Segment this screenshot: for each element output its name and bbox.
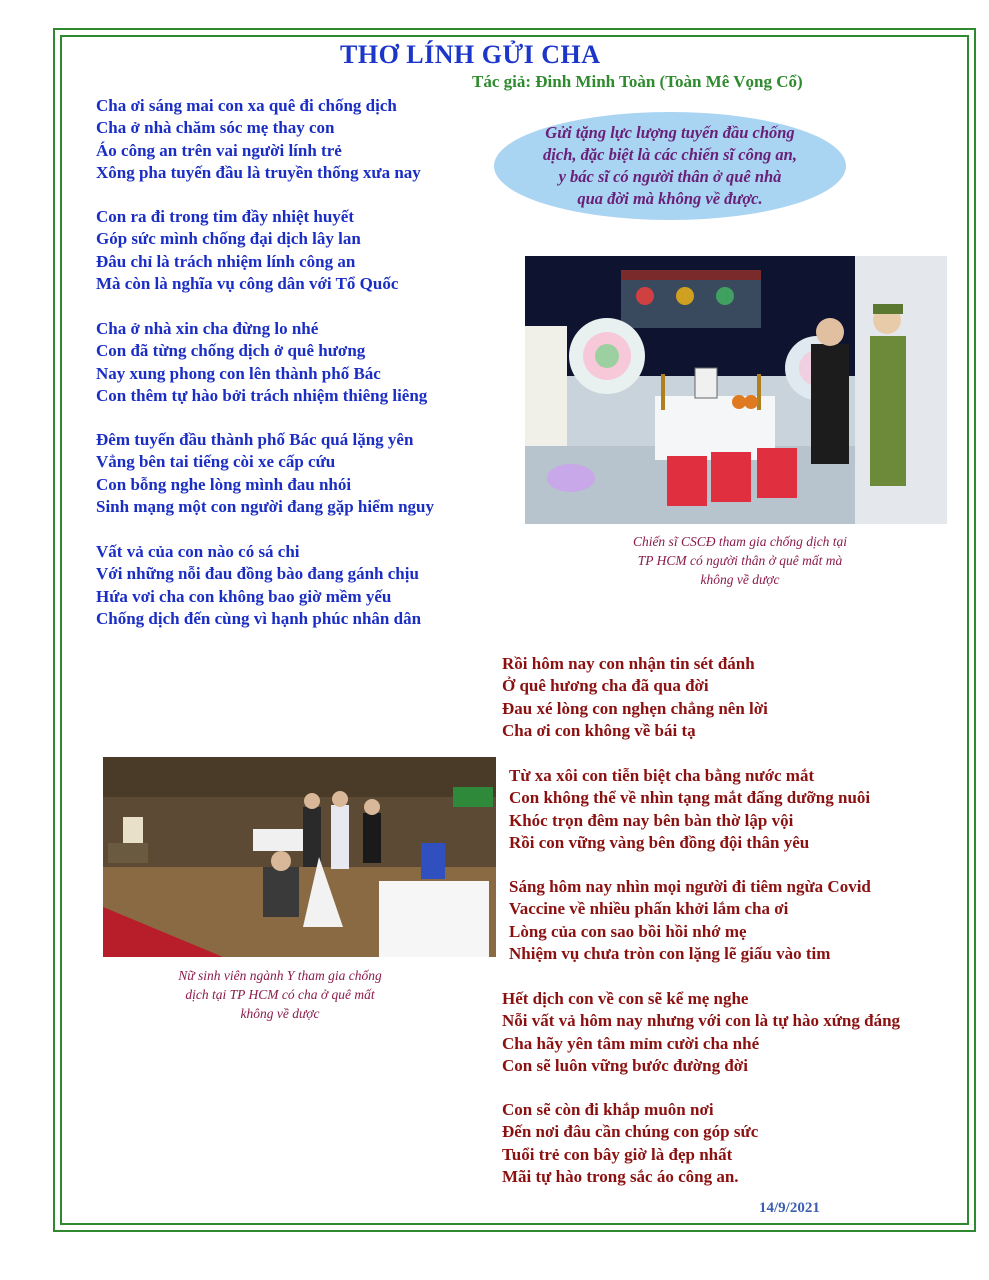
verse-line: Ở quê hương cha đã qua đời [502,676,709,696]
verse-line: Khóc trọn đêm nay bên bàn thờ lập vội [509,810,794,830]
verse-line: Con không thể về nhìn tạng mắt đấng dưỡng nuôi [509,788,871,808]
verse-line: Vẳng bên tai tiếng còi xe cấp cứu [96,452,336,472]
stanza-2 [96,206,398,295]
stanza-4 [96,429,434,518]
memorial-photo-illustration [525,256,947,524]
verse-line: Hết dịch con về con sẽ kể mẹ nghe [502,989,749,1008]
verse-line: Đêm tuyến đầu thành phố Bác quá lặng yên [96,430,414,449]
stanza-3 [96,318,427,407]
verse-line: Nay xung phong con lên thành phố Bác [96,363,381,383]
author-line: Tác giả: Đinh Minh Toàn (Toàn Mê Vọng Cổ) [472,72,803,91]
verse-line: Đâu chỉ là trách nhiệm lính công an [96,251,356,271]
verse-line: Mà còn là nghĩa vụ công dân với Tổ Quốc [96,273,399,293]
memorial-photo [525,256,947,524]
verse-line: Hứa vơi cha con không bao giờ mềm yếu [96,586,392,606]
stanza-5 [96,541,421,630]
verse-line: Lòng của con sao bồi hồi nhớ mẹ [509,921,747,941]
verse-line: Con sẽ còn đi khắp muôn nơi [502,1100,714,1119]
verse-line: Cha ở nhà chăm sóc mẹ thay con [96,118,335,138]
verse-line: Rồi hôm nay con nhận tin sét đánh [502,654,755,673]
verse-line: Mãi tự hào trong sắc áo công an. [502,1166,739,1186]
verse-line: Con ra đi trong tim đầy nhiệt huyết [96,207,355,226]
stanza-6 [502,653,768,742]
verse-line: Nhiệm vụ chưa tròn con lặng lẽ giấu vào tim [509,943,831,963]
verse-line: Góp sức mình chống đại dịch lây lan [96,229,361,249]
stanza-10 [502,1099,758,1188]
stanza-8 [509,876,871,965]
stanza-1 [96,95,421,184]
verse-line: Vaccine về nhiều phấn khởi lắm cha ơi [509,899,789,919]
verse-line: Rồi con vững vàng bên đồng đội thân yêu [509,832,810,852]
verse-line: Chống dịch đến cùng vì hạnh phúc nhân dân [96,608,422,628]
dedication-oval [494,112,846,220]
verse-line: Áo công an trên vai người lính trẻ [96,140,342,160]
verse-line: Tuổi trẻ con bây giờ là đẹp nhất [502,1144,733,1164]
stanza-9 [502,988,900,1077]
dedication-line: dịch, đặc biệt là các chiến sĩ công an, [543,145,797,164]
verse-line: Từ xa xôi con tiễn biệt cha bằng nước mắt [509,766,815,785]
verse-line: Sáng hôm nay nhìn mọi người đi tiêm ngừa Covid [509,877,871,896]
verse-line: Cha ở nhà xin cha đừng lo nhé [96,319,319,338]
mourners-photo [103,757,496,957]
verse-line: Với những nỗi đau đồng bào đang gánh chịu [96,564,419,584]
verse-line: Con thêm tự hào bởi trách nhiệm thiêng liêng [96,385,428,405]
poem-date: 14/9/2021 [759,1200,820,1216]
verse-line: Xông pha tuyến đầu là truyền thống xưa nay [96,162,421,182]
verse-line: Nỗi vất vả hôm nay nhưng với con là tự hào xứng đáng [502,1011,901,1031]
photo-caption-2: Nữ sinh viên ngành Y tham gia chống dịch tại TP HCM có cha ở quê mất không về dược [178,968,382,1021]
verse-line: Con bỗng nghe lòng mình đau nhói [96,474,352,494]
verse-line: Vất vả của con nào có sá chi [96,542,300,561]
photo-caption-1: Chiến sĩ CSCĐ tham gia chống dịch tại TP HCM có người thân ở quê mất mà không về dược [632,534,848,587]
dedication-line: Gửi tặng lực lượng tuyến đầu chống [545,123,795,142]
stanza-7 [509,765,870,854]
verse-line: Cha hãy yên tâm mỉm cười cha nhé [502,1033,760,1053]
dedication-line: qua đời mà không về được. [577,189,763,208]
verse-line: Cha ơi con không về bái tạ [502,720,696,740]
dedication-line: y bác sĩ có người thân ở quê nhà [558,167,782,186]
verse-line: Đau xé lòng con nghẹn chẳng nên lời [502,698,768,718]
verse-line: Cha ơi sáng mai con xa quê đi chống dịch [96,96,397,115]
verse-line: Sinh mạng một con người đang gặp hiểm nguy [96,496,434,516]
verse-line: Đến nơi đâu cần chúng con góp sức [502,1122,759,1142]
mourners-photo-illustration [103,757,496,957]
verse-line: Con đã từng chống dịch ở quê hương [96,341,366,361]
poem-title: THƠ LÍNH GỬI CHA [340,40,601,69]
verse-line: Con sẽ luôn vững bước đường đời [502,1055,748,1075]
